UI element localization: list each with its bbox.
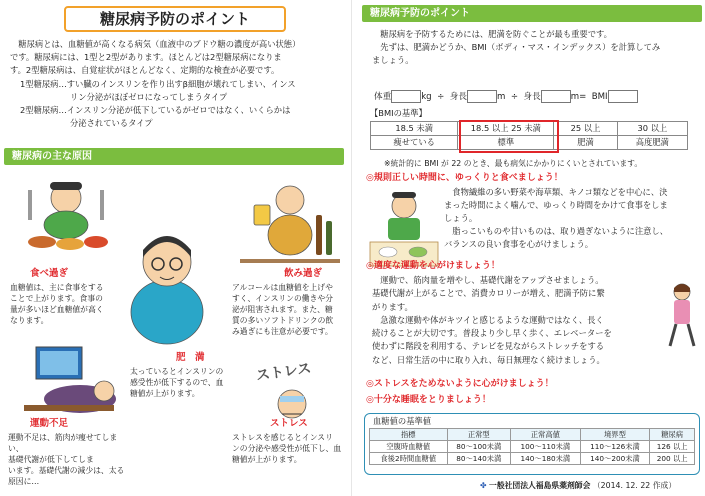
height-input-1[interactable] xyxy=(467,90,497,103)
glucose-cell: 80～140未満 xyxy=(447,453,511,465)
glucose-header-cell: 正常高値 xyxy=(511,429,581,441)
bmi-range-cell: 30 以上 xyxy=(617,122,687,136)
glucose-row xyxy=(370,441,695,453)
glucose-cell: 80～100未満 xyxy=(447,441,511,453)
stress-heading: ◎ストレスをためないように心がけましょう！ xyxy=(366,379,554,389)
diet-heading: ◎規則正しい時間に、ゆっくりと食べましょう！ xyxy=(366,173,563,183)
svg-text:ストレス: ストレス xyxy=(255,360,313,385)
cause-overeating-text: 血糖値は、主に食事をする ことで上がります。食事の 量が多いほど血糖値が高く なります。 xyxy=(10,283,104,325)
bmi-class-cell: 高度肥満 xyxy=(617,136,687,150)
footer xyxy=(480,481,676,492)
overeating-illustration xyxy=(22,170,112,252)
footer-date: （2014. 12. 22 作成） xyxy=(592,481,677,490)
glucose-standard-box xyxy=(364,413,700,475)
bmi-class-cell: 痩せている xyxy=(371,136,458,150)
glucose-cell: 110～126未満 xyxy=(580,441,650,453)
sleep-heading: ◎十分な睡眠をとりましょう！ xyxy=(366,395,491,405)
page-divider xyxy=(351,0,352,496)
footer-org: 一般社団法人福島県薬剤師会 xyxy=(489,481,591,490)
drinking-illustration xyxy=(240,175,340,265)
glucose-cell: 200 以上 xyxy=(650,453,695,465)
exercise-text: 運動で、筋肉量を増やし、基礎代謝をアップさせましょう。 基礎代謝が上がることで、消費カロリーが増え、肥満予防に繋 がります。 急激な運動や体がキツイと感じるような運動ではなく、長く 続けることが大切です。普段より少し早く歩く、エレベーターを 使わずに階段を利用する、テレビを見ながらストレッチをする など、日常生活の中に取り入れ、毎日無理なく続けましょう。 xyxy=(372,275,612,365)
bmi-class-cell: 標準 xyxy=(458,136,554,150)
glucose-header-cell: 糖尿病 xyxy=(650,429,695,441)
glucose-header-cell: 正常型 xyxy=(447,429,511,441)
glucose-cell: 140～180未満 xyxy=(511,453,581,465)
right-intro-text: 糖尿病を予防するためには、肥満を防ぐことが最も重要です。 先ずは、肥満かどうか、BMI（ボディ・マス・インデックス）を計算してみ ましょう。 xyxy=(372,29,661,66)
diet-text: 食物繊維の多い野菜や海草類、キノコ類などを中心に、決 まった時間によく噛んで、ゆっくり時間をかけて食事をしま しょう。 脂っこいものや甘いものは、取り過ぎないように注意し、 バランスの良い食事を心がけましょう。 xyxy=(444,187,669,249)
org-logo-icon: ✤ xyxy=(480,481,487,490)
glucose-row xyxy=(370,453,695,465)
glucose-cell: 140～200未満 xyxy=(580,453,650,465)
cause-exercise-text: 運動不足は、筋肉が痩せてしまい、 基礎代謝が低下してしま います。基礎代謝の減少は、太る 原因に… xyxy=(8,433,125,486)
lack-of-exercise-illustration xyxy=(14,345,126,415)
bmi-note: ※統計的に BMI が 22 のとき、最も病気にかかりにくいとされています。 xyxy=(384,159,643,168)
glucose-title: 血糖値の基準値 xyxy=(373,416,432,426)
bmi-range-cell: 18.5 以上 25 未満 xyxy=(458,122,554,136)
glucose-cell: 食後2時間血糖値 xyxy=(370,453,448,465)
right-section-title: 糖尿病予防のポイント xyxy=(362,5,702,22)
cause-exercise-title: 運動不足 xyxy=(30,418,69,429)
cause-drinking-title: 飲み過ぎ xyxy=(284,268,323,279)
bmi-result-input[interactable] xyxy=(608,90,638,103)
left-page xyxy=(0,0,350,496)
bmi-range-cell: 18.5 未満 xyxy=(371,122,458,136)
exercise-heading: ◎適度な運動を心がけましょう！ xyxy=(366,261,500,271)
cause-stress-text: ストレスを感じるとインスリ ンの分泌や感受性が低下し、血 糖値が上がります。 xyxy=(232,433,342,464)
cause-stress-title: ストレス xyxy=(270,418,308,429)
walking-woman-illustration xyxy=(662,280,702,350)
glucose-header-row xyxy=(370,429,695,441)
bmi-label: 【BMIの基準】 xyxy=(370,108,427,118)
weight-input[interactable] xyxy=(391,90,421,103)
glucose-header-cell: 境界型 xyxy=(580,429,650,441)
cause-overeating-title: 食べ過ぎ xyxy=(30,268,69,279)
height-input-2[interactable] xyxy=(541,90,571,103)
cause-drinking-text: アルコールは血糖値を上げや すく、インスリンの働きや分 泌が阻害されます。また、糖 質の多いソフトドリンクの飲 み過ぎにも注意が必要です。 xyxy=(232,283,334,336)
glucose-cell: 空腹時血糖値 xyxy=(370,441,448,453)
glucose-cell: 100～110未満 xyxy=(511,441,581,453)
bmi-standard-highlight xyxy=(459,120,559,153)
stress-illustration xyxy=(252,360,332,422)
cause-obesity-title: 肥 満 xyxy=(176,352,205,363)
cause-obesity-text: 太っているとインスリンの 感受性が低下するので、血 糖値が上がります。 xyxy=(130,367,224,398)
glucose-header-cell: 指標 xyxy=(370,429,448,441)
page-title: 糖尿病予防のポイント xyxy=(64,6,286,32)
bmi-range-cell: 25 以上 xyxy=(554,122,617,136)
bmi-class-cell: 肥満 xyxy=(554,136,617,150)
intro-text: 糖尿病とは、血糖値が高くなる病気（血液中のブドウ糖の濃度が高い状態） です。糖尿病には、1型と2型があります。ほとんどは2型糖尿病になりま す。2型糖尿病は、自覚症状がほとんどなく、定期的な検査が必要です。 1型糖尿病…すい臓のインスリンを作り出すβ細胞が壊れてしまい、インス リン分泌がほぼゼロになってしまうタイプ 2型糖尿病…インスリン分泌が低下しているがゼロではなく、いくらかは 分泌されているタイプ xyxy=(10,39,301,129)
glucose-cell: 126 以上 xyxy=(650,441,695,453)
obesity-illustration xyxy=(122,222,212,347)
causes-section-title: 糖尿病の主な原因 xyxy=(4,148,344,165)
glucose-table xyxy=(369,428,695,465)
healthy-meal-illustration xyxy=(368,186,440,268)
bmi-formula: 体重 kg ÷ 身長 m ÷ 身長 m= BMI xyxy=(374,90,704,104)
